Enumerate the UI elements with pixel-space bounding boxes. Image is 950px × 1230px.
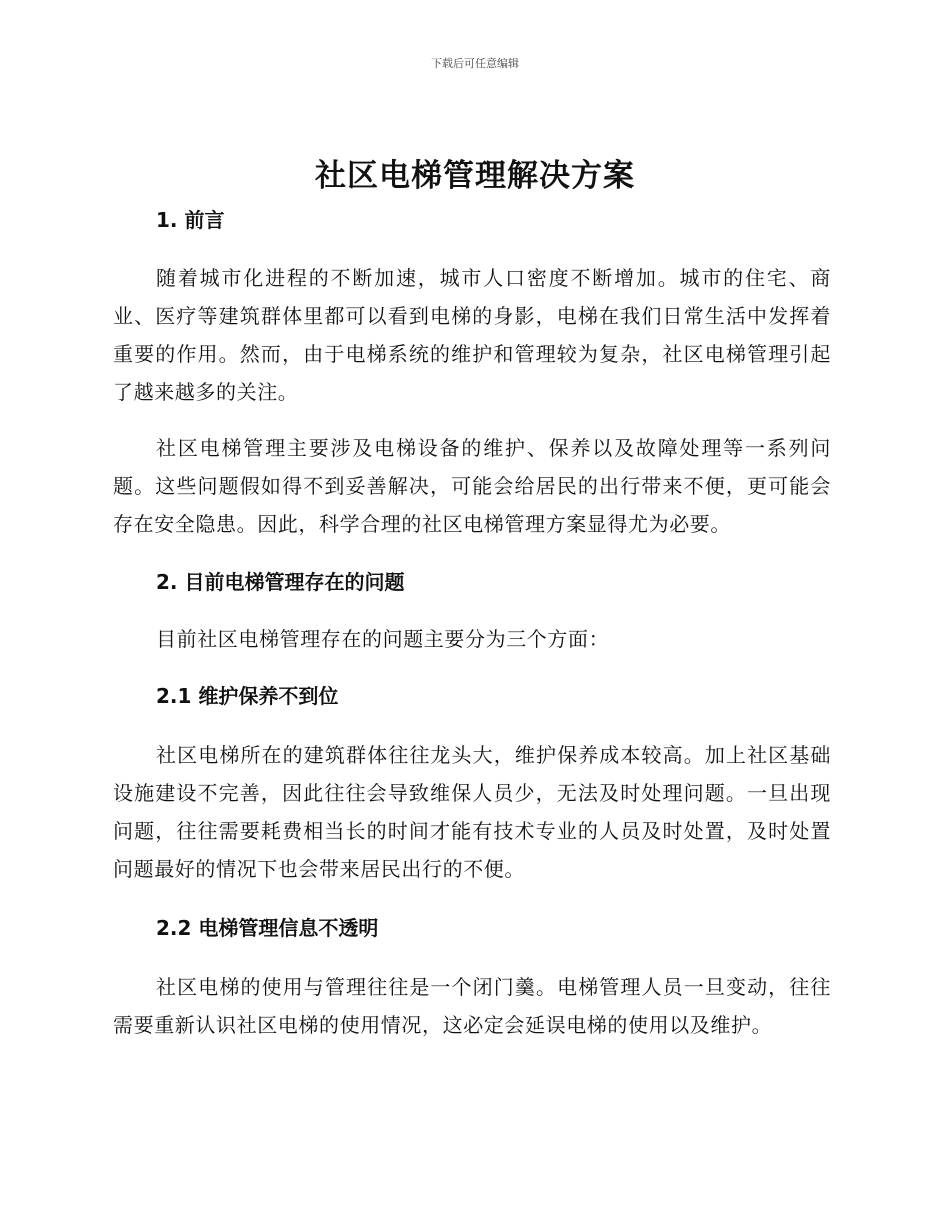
paragraph: 社区电梯的使用与管理往往是一个闭门羹。电梯管理人员一旦变动，往往需要重新认识社区电梯的使用情况，这必定会延误电梯的使用以及维护。 (113, 975, 831, 1037)
header-note: 下载后可任意编辑 (431, 57, 519, 70)
paragraph: 社区电梯所在的建筑群体往往龙头大，维护保养成本较高。加上社区基础设施建设不完善，因此往往会导致维保人员少，无法及时处理问题。一旦出现问题，往往需要耗费相当长的时间才能有技术专业的人员及时处置，及时处置问题最好的情况下也会带来居民出行的不便。 (113, 743, 831, 881)
document-body (113, 205, 831, 1044)
paragraph: 随着城市化进程的不断加速，城市人口密度不断增加。城市的住宅、商业、医疗等建筑群体里都可以看到电梯的身影，电梯在我们日常生活中发挥着重要的作用。然而，由于电梯系统的维护和管理较为复杂，社区电梯管理引起了越来越多的关注。 (113, 266, 831, 404)
paragraph: 社区电梯管理主要涉及电梯设备的维护、保养以及故障处理等一系列问题。这些问题假如得不到妥善解决，可能会给居民的出行带来不便，更可能会存在安全隐患。因此，科学合理的社区电梯管理方案显得尤为必要。 (113, 436, 831, 536)
section-intro: 目前社区电梯管理存在的问题主要分为三个方面： (156, 627, 610, 651)
document-title: 社区电梯管理解决方案 (315, 158, 635, 194)
subsection-heading-transparency: 2.2 电梯管理信息不透明 (156, 916, 379, 940)
section-heading-problems: 2. 目前电梯管理存在的问题 (156, 570, 405, 594)
subsection-heading-maintenance: 2.1 维护保养不到位 (156, 684, 339, 708)
section-heading-preface: 1. 前言 (156, 208, 225, 232)
